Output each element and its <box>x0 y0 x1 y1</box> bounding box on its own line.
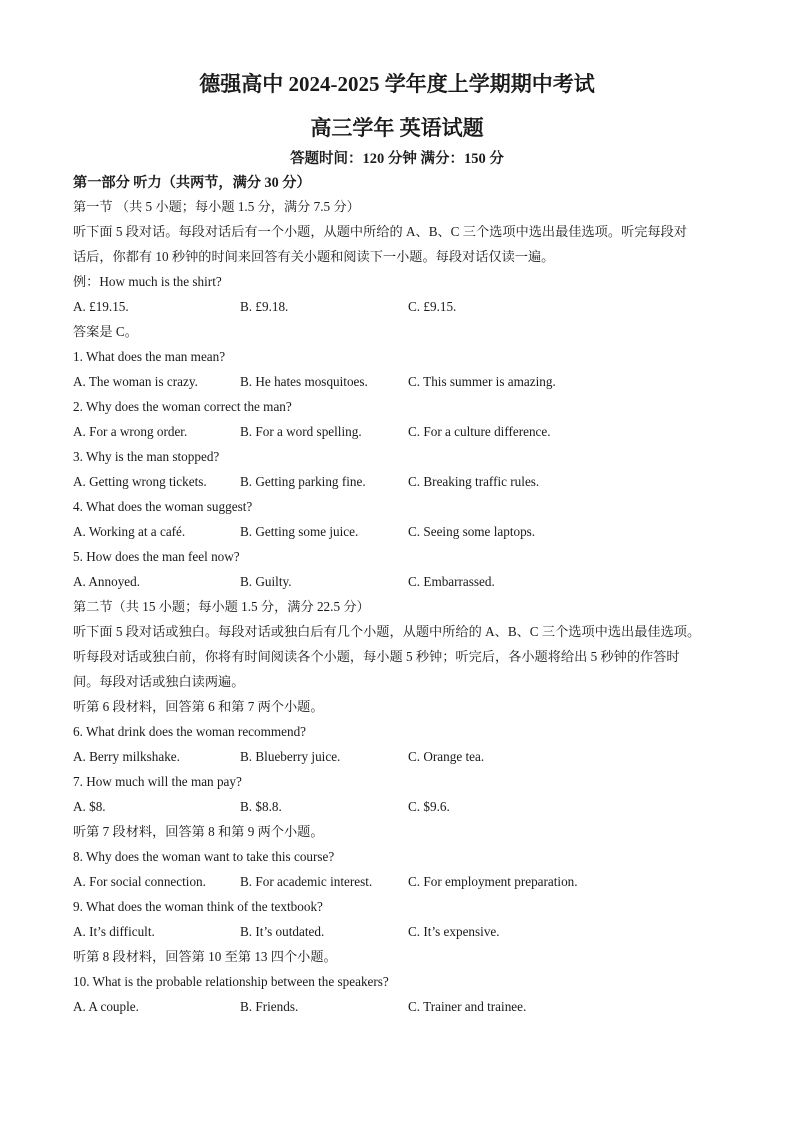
question-6-option-a: A. Berry milkshake. <box>73 749 180 764</box>
question-6: 6. What drink does the woman recommend? <box>73 724 307 739</box>
question-10: 10. What is the probable relationship between the speakers? <box>73 974 389 989</box>
exam-time-score: 答题时间：120 分钟 满分：150 分 <box>290 151 504 167</box>
question-2-option-b: B. For a word spelling. <box>240 424 362 439</box>
question-1-option-a: A. The woman is crazy. <box>73 374 198 389</box>
question-8-option-b: B. For academic interest. <box>240 874 373 889</box>
question-5-option-c: C. Embarrassed. <box>408 574 495 589</box>
question-3: 3. Why is the man stopped? <box>73 449 220 464</box>
question-2-option-a: A. For a wrong order. <box>73 424 188 439</box>
question-4-option-b: B. Getting some juice. <box>240 524 359 539</box>
question-9-option-c: C. It’s expensive. <box>408 924 500 939</box>
question-10-option-b: B. Friends. <box>240 999 299 1014</box>
question-10-option-c: C. Trainer and trainee. <box>408 999 527 1014</box>
question-4-option-a: A. Working at a café. <box>73 524 186 539</box>
section2-instructions-line2: 听每段对话或独白前，你将有时间阅读各个小题，每小题 5 秒钟；听完后，各小题将给出 5 秒钟的作答时 <box>73 649 680 664</box>
example-option-a: A. £19.15. <box>73 299 129 314</box>
material-7-note: 听第 7 段材料，回答第 8 和第 9 两个小题。 <box>73 824 324 839</box>
section1-instructions-line2: 话后，你都有 10 秒钟的时间来回答有关小题和阅读下一小题。每段对话仅读一遍。 <box>73 249 555 264</box>
question-5: 5. How does the man feel now? <box>73 549 240 564</box>
part1-heading: 第一部分 听力（共两节，满分 30 分） <box>73 175 311 191</box>
question-10-option-a: A. A couple. <box>73 999 139 1014</box>
question-6-option-c: C. Orange tea. <box>408 749 485 764</box>
exam-title: 德强高中 2024-2025 学年度上学期期中考试 <box>199 72 595 96</box>
question-2-option-c: C. For a culture difference. <box>408 424 551 439</box>
question-4: 4. What does the woman suggest? <box>73 499 253 514</box>
section2-instructions-line1: 听下面 5 段对话或独白。每段对话或独白后有几个小题，从题中所给的 A、B、C 三个选项中选出最佳选项。 <box>73 624 701 639</box>
section2-heading: 第二节（共 15 小题；每小题 1.5 分，满分 22.5 分） <box>73 599 370 614</box>
section1-instructions-line1: 听下面 5 段对话。每段对话后有一个小题，从题中所给的 A、B、C 三个选项中选出最佳选项。听完每段对 <box>73 224 687 239</box>
exam-subtitle: 高三学年 英语试题 <box>310 116 484 140</box>
question-5-option-a: A. Annoyed. <box>73 574 141 589</box>
question-1-option-c: C. This summer is amazing. <box>408 374 556 389</box>
question-7-option-a: A. $8. <box>73 799 106 814</box>
example-answer: 答案是 C。 <box>73 324 138 339</box>
question-7-option-c: C. $9.6. <box>408 799 450 814</box>
question-8-option-c: C. For employment preparation. <box>408 874 578 889</box>
question-4-option-c: C. Seeing some laptops. <box>408 524 536 539</box>
example-option-c: C. £9.15. <box>408 299 457 314</box>
question-5-option-b: B. Guilty. <box>240 574 292 589</box>
question-6-option-b: B. Blueberry juice. <box>240 749 341 764</box>
question-9: 9. What does the woman think of the textbook? <box>73 899 323 914</box>
question-3-option-b: B. Getting parking fine. <box>240 474 366 489</box>
material-8-note: 听第 8 段材料，回答第 10 至第 13 四个小题。 <box>73 949 337 964</box>
material-6-note: 听第 6 段材料，回答第 6 和第 7 两个小题。 <box>73 699 324 714</box>
example-option-b: B. £9.18. <box>240 299 289 314</box>
question-7: 7. How much will the man pay? <box>73 774 242 789</box>
section1-heading: 第一节 （共 5 小题；每小题 1.5 分，满分 7.5 分） <box>73 199 360 214</box>
question-8: 8. Why does the woman want to take this course? <box>73 849 335 864</box>
example-question: 例：How much is the shirt? <box>73 274 222 289</box>
question-1-option-b: B. He hates mosquitoes. <box>240 374 368 389</box>
question-1: 1. What does the man mean? <box>73 349 226 364</box>
question-3-option-a: A. Getting wrong tickets. <box>73 474 207 489</box>
question-3-option-c: C. Breaking traffic rules. <box>408 474 540 489</box>
question-9-option-b: B. It’s outdated. <box>240 924 325 939</box>
question-7-option-b: B. $8.8. <box>240 799 282 814</box>
question-9-option-a: A. It’s difficult. <box>73 924 155 939</box>
question-8-option-a: A. For social connection. <box>73 874 206 889</box>
section2-instructions-line3: 间。每段对话或独白读两遍。 <box>73 674 245 689</box>
question-2: 2. Why does the woman correct the man? <box>73 399 292 414</box>
